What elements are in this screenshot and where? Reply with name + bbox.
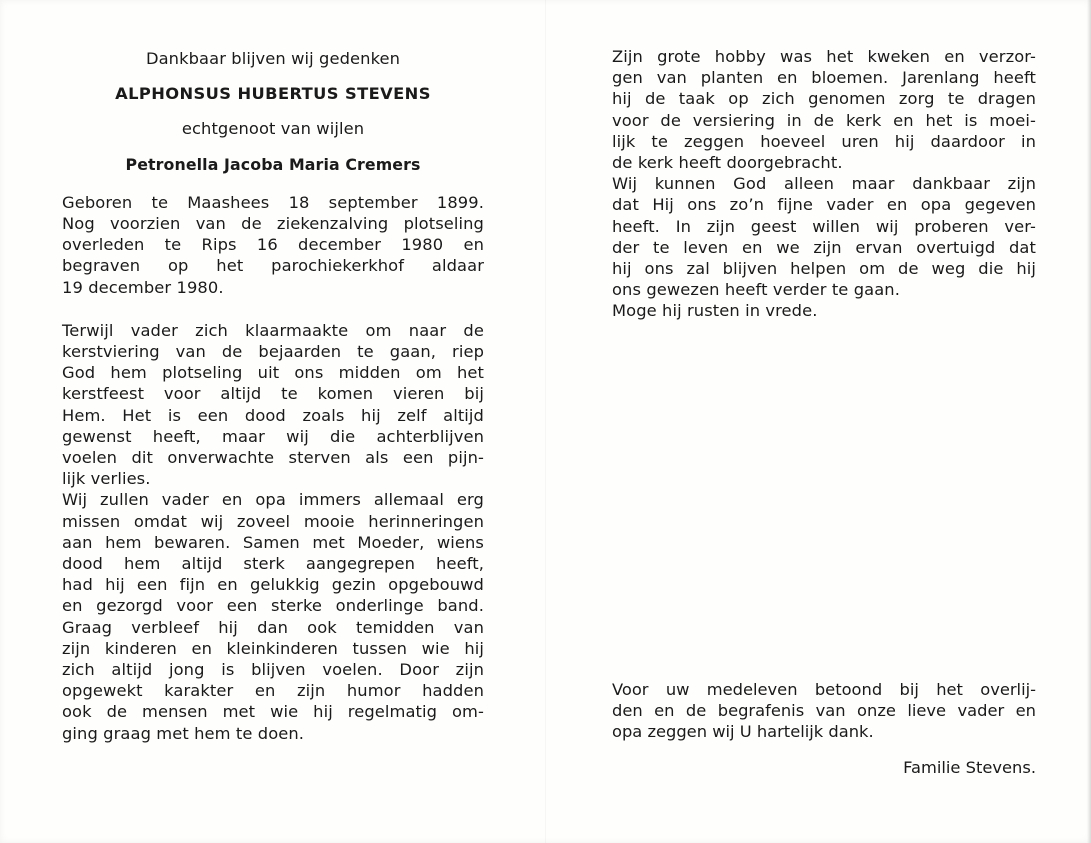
text-line: Hem. Het is een dood zoals hij zelf altijd xyxy=(62,405,484,425)
card-fold xyxy=(545,0,546,843)
text-line: Wij kunnen God alleen maar dankbaar zijn xyxy=(612,174,1036,194)
text-line: dat Hij ons zo’n fijne vader en opa gegeven xyxy=(612,195,1036,215)
text-line: Voor uw medeleven betoond bij het overlij- xyxy=(612,680,1036,699)
text-line: zich altijd jong is blijven voelen. Door zijn xyxy=(62,660,484,680)
text-line: missen omdat wij zoveel mooie herinneringen xyxy=(62,511,484,531)
relation-text: echtgenoot van wijlen xyxy=(181,119,365,139)
text-line: ging graag met hem te doen. xyxy=(62,723,305,743)
text-line: voelen dit onverwachte sterven als een pijn- xyxy=(62,448,484,468)
text-line: Zijn grote hobby was het kweken en verzor- xyxy=(612,47,1036,66)
tribute-paragraph-2 xyxy=(62,489,484,743)
text-line: lijk te zeggen hoeveel uren hij daardoor in xyxy=(612,131,1036,151)
text-line: hij de taak op zich genomen zorg te dragen xyxy=(612,89,1036,109)
card-edge-shadow xyxy=(1087,0,1091,843)
bio-line: Geboren te Maashees 18 september 1899. xyxy=(62,192,484,212)
spouse-name: Petronella Jacoba Maria Cremers xyxy=(125,154,421,174)
text-line: heeft. In zijn geest willen wij proberen ver- xyxy=(612,216,1036,236)
text-line: Wij zullen vader en opa immers allemaal erg xyxy=(62,490,484,510)
text-line: kerstfeest voor altijd te komen vieren bij xyxy=(62,384,484,404)
tribute-paragraph-1 xyxy=(62,320,484,490)
text-line: en gezorgd voor een sterke onderlinge band. xyxy=(62,596,484,616)
text-line: de kerk heeft doorgebracht. xyxy=(612,153,843,173)
intro-text: Dankbaar blijven wij gedenken xyxy=(145,49,401,68)
text-line: Graag verbleef hij dan ook temidden van xyxy=(62,617,484,637)
text-line: zijn kinderen en kleinkinderen tussen wie hij xyxy=(62,638,484,658)
text-line: had hij een fijn en gelukkig gezin opgebouwd xyxy=(62,575,484,595)
bio-line: overleden te Rips 16 december 1980 en xyxy=(62,235,484,255)
text-line: gen van planten en bloemen. Jarenlang heeft xyxy=(612,68,1036,88)
gratitude-paragraph xyxy=(612,173,1036,300)
text-line: der te leven en we zijn ervan overtuigd dat xyxy=(612,237,1036,257)
text-line: opgewekt karakter en zijn humor hadden xyxy=(62,681,484,701)
text-line: God hem plotseling uit ons midden om het xyxy=(62,363,484,383)
closing-paragraph xyxy=(612,679,1036,743)
text-line: lijk verlies. xyxy=(62,469,151,489)
text-line: ook de mensen met wie hij regelmatig om- xyxy=(62,702,484,722)
bio-line: 19 december 1980. xyxy=(62,277,224,297)
text-line: kerstviering van de bejaarden te gaan, riep xyxy=(62,342,484,362)
bio-line: Nog voorzien van de ziekenzalving plotseling xyxy=(62,214,484,234)
text-line: Terwijl vader zich klaarmaakte om naar de xyxy=(62,320,484,340)
deceased-name: ALPHONSUS HUBERTUS STEVENS xyxy=(115,84,431,104)
text-line: voor de versiering in de kerk en het is moei- xyxy=(612,110,1036,130)
family-signature: Familie Stevens. xyxy=(903,758,1036,777)
text-line: hij ons zal blijven helpen om de weg die hij xyxy=(612,259,1036,279)
bio-paragraph xyxy=(62,192,484,298)
hobby-paragraph xyxy=(612,46,1036,173)
left-panel xyxy=(62,48,484,744)
text-line: ons gewezen heeft verder te gaan. xyxy=(612,280,900,300)
text-line: den en de begrafenis van onze lieve vader en xyxy=(612,701,1036,721)
text-line: opa zeggen wij U hartelijk dank. xyxy=(612,722,874,742)
blessing-text: Moge hij rusten in vrede. xyxy=(612,301,818,321)
text-line: aan hem bewaren. Samen met Moeder, wiens xyxy=(62,532,484,552)
text-line: dood hem altijd sterk aangegrepen heeft, xyxy=(62,554,484,574)
right-panel xyxy=(612,46,1036,322)
text-line: gewenst heeft, maar wij die achterblijven xyxy=(62,426,484,446)
bio-line: begraven op het parochiekerkhof aldaar xyxy=(62,256,484,276)
